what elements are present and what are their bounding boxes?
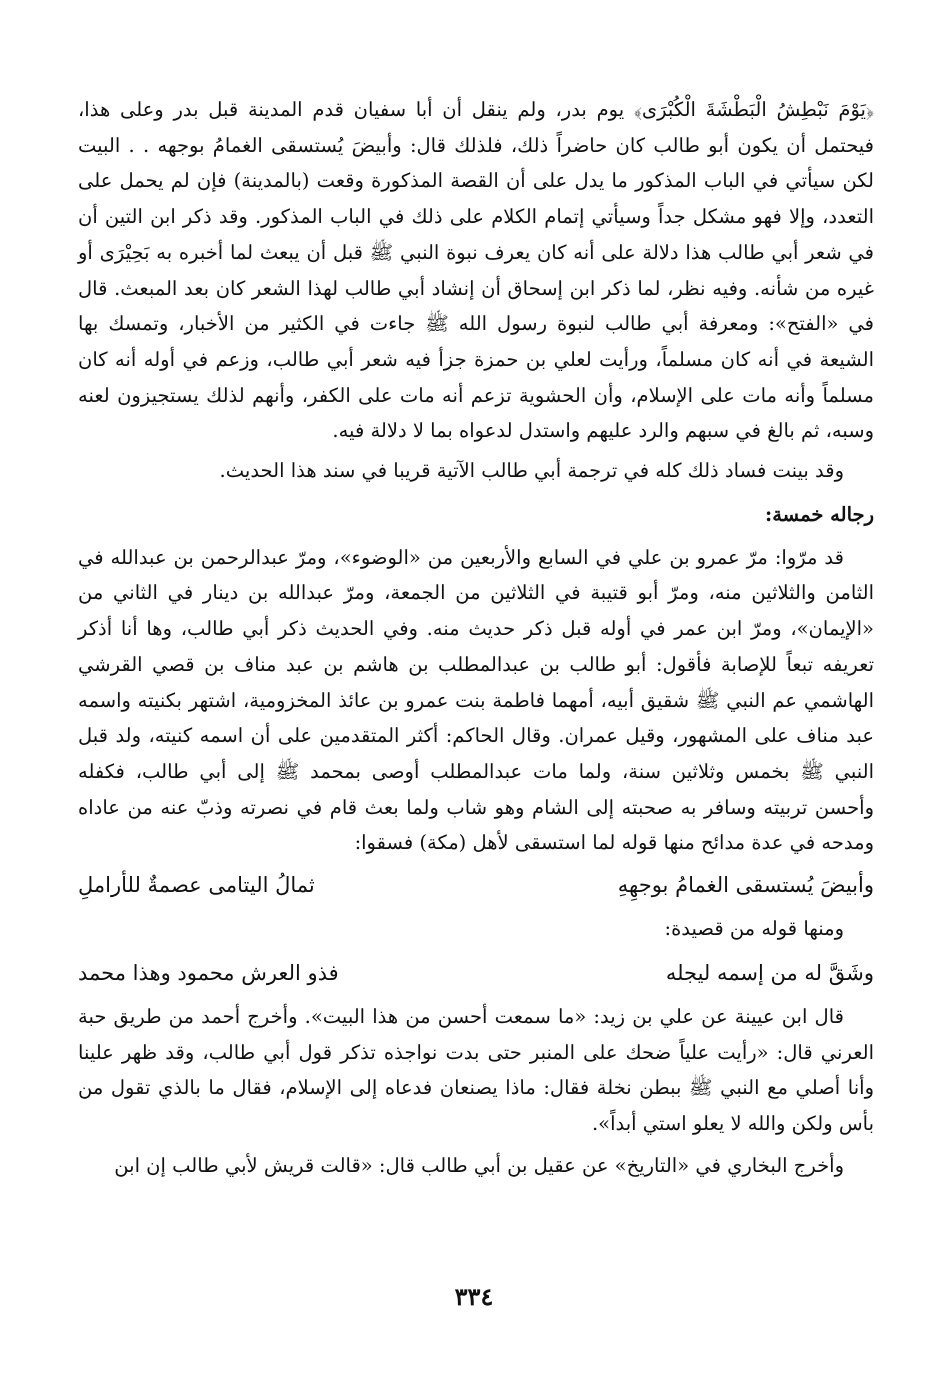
verse-2-second-hemistich: فذو العرش محمود وهذا محمد — [78, 961, 339, 986]
poem-verse-1 — [78, 863, 874, 907]
verse-2-first-hemistich: وشَقَّ له من إسمه ليجله — [665, 961, 874, 986]
verse-1-first-hemistich: وأبيضَ يُستسقى الغمامُ بوجهِهِ — [617, 873, 874, 898]
commentary-paragraph-note: وقد بينت فساد ذلك كله في ترجمة أبي طالب الآتية قريبا في سند هذا الحديث. — [219, 459, 844, 483]
spacer — [78, 532, 874, 540]
page-number: ٣٣٤ — [454, 1282, 494, 1311]
verse-2-intro: ومنها قوله من قصيدة: — [664, 917, 844, 941]
section-heading: رجاله خمسة: — [765, 502, 874, 526]
last-line: وأخرج البخاري في «التاريخ» عن عقيل بن أبي طالب قال: «قالت قريش لأبي طالب إن ابن — [114, 1153, 844, 1177]
spacer — [78, 489, 874, 497]
poem-verse-2 — [78, 951, 874, 995]
closing-paragraph: قال ابن عيينة عن علي بن زيد: «ما سمعت أحسن من هذا البيت». وأخرج أحمد من طريق حبة العرني قال: «رأيت علياً ضحك على المنبر حتى بدت نواجذه تذكر قول أبي طالب، وقد ظهر علينا وأنا أصلي مع النبي ﷺ ببطن نخلة فقال: ماذا يصنعان فدعاه إلى الإسلام، فقال ما بالذي تقول من بأس ولكن والله لا يعلو استي أبداً». — [78, 1005, 874, 1136]
commentary-paragraph: ﴿يَوْمَ نَبْطِشُ الْبَطْشَةَ الْكُبْرَى﴾ يوم بدر، ولم ينقل أن أبا سفيان قدم المدينة قبل بدر وعلى هذا، فيحتمل أن يكون أبو طالب كان حاضراً ذلك، فلذلك قال: وأبيضَ يُستسقى الغمامُ بوجهه . . البيت لكن سيأتي في الباب المذكور ما يدل على أن القصة المذكورة وقعت (بالمدينة) فإن لم يحمل على التعدد، وإلا فهو مشكل جداً وسيأتي إتمام الكلام على ذلك في الباب المذكور. وقد ذكر ابن التين أن في شعر أبي طالب هذا دلالة على أنه كان يعرف نبوة النبي ﷺ قبل أن يبعث لما أخبره به بَحِيْرَى أو غيره من شأنه. وفيه نظر، لما ذكر ابن إسحاق أن إنشاد أبي طالب لهذا الشعر كان بعد المبعث. قال في «الفتح»: ومعرفة أبي طالب لنبوة رسول الله ﷺ جاءت في الكثير من الأخبار، وتمسك بها الشيعة في أنه كان مسلماً، ورأيت لعلي بن حمزة جزأ فيه شعر أبي طالب، وزعم في أوله أنه كان مسلماً وأنه مات على الإسلام، وأن الحشوية تزعم أنه مات على الكفر، وأنهم لذلك يستجيزون لعنه وسبه، ثم بالغ في سبهم والرد عليهم واستدل لدعواه بما لا دلالة فيه. — [78, 98, 874, 443]
narrators-paragraph: قد مرّوا: مرّ عمرو بن علي في السابع والأربعين من «الوضوء»، ومرّ عبدالرحمن بن عبدالله في الثامن والثلاثين منه، ومرّ أبو قتيبة في الثلاثين من الجمعة، ومرّ عبدالله بن دينار في الثاني من «الإيمان»، ومرّ ابن عمر في أوله قبل ذكر حديث منه. وفي الحديث ذكر أبي طالب، وها أنا أذكر تعريفه تبعاً للإصابة فأقول: أبو طالب بن عبدالمطلب بن هاشم بن عبد مناف بن قصي القرشي الهاشمي عم النبي ﷺ شقيق أبيه، أمهما فاطمة بنت عمرو بن عائذ المخزومية، اشتهر بكنيته واسمه عبد مناف على المشهور، وقيل عمران. وقال الحاكم: أكثر المتقدمين على أن اسمه كنيته، ولد قبل النبي ﷺ بخمس وثلاثين سنة، ولما مات عبدالمطلب أوصى بمحمد ﷺ إلى أبي طالب، فكفله وأحسن تربيته وسافر به صحبته إلى الشام وهو شاب ولما بعث قام في نصرته وذبّ عنه من عاداه ومدحه في عدة مدائح منها قوله لما استسقى لأهل (مكة) فسقوا: — [78, 545, 874, 855]
verse-1-second-hemistich: ثمالُ اليتامى عصمةٌ للأراملِ — [78, 873, 315, 898]
